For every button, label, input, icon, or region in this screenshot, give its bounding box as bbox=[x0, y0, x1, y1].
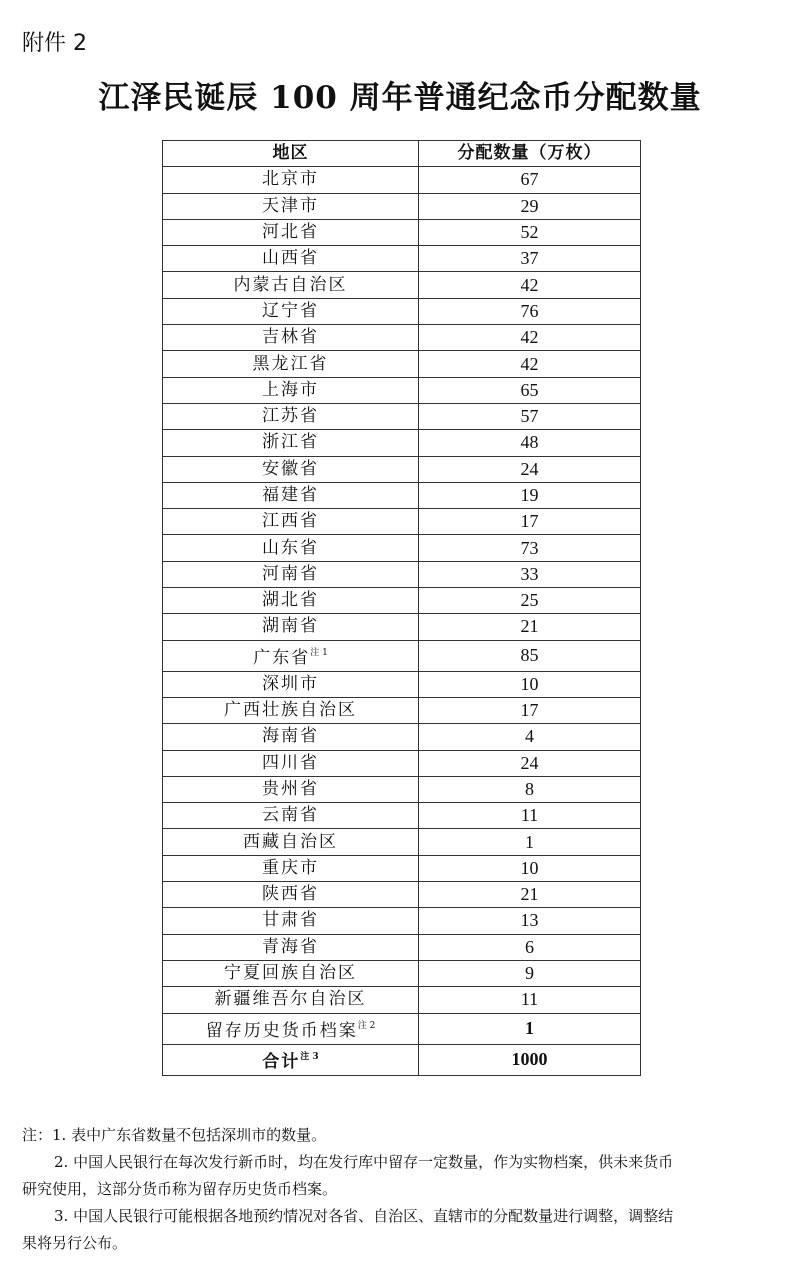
quantity-cell: 8 bbox=[419, 776, 641, 802]
table-row bbox=[163, 934, 641, 960]
quantity-cell: 10 bbox=[419, 671, 641, 697]
region-name: 湖南省 bbox=[262, 616, 319, 637]
region-name: 天津市 bbox=[262, 195, 319, 216]
quantity-cell: 17 bbox=[419, 509, 641, 535]
table-row bbox=[163, 829, 641, 855]
table-row bbox=[163, 588, 641, 614]
region-name: 深圳市 bbox=[262, 673, 319, 694]
table-row bbox=[163, 377, 641, 403]
region-name: 河北省 bbox=[262, 222, 319, 243]
region-name: 福建省 bbox=[262, 485, 319, 505]
region-name: 内蒙古自治区 bbox=[233, 274, 348, 295]
region-cell bbox=[163, 298, 419, 324]
table-row bbox=[163, 697, 641, 723]
quantity-cell: 11 bbox=[419, 803, 641, 829]
table-header-row bbox=[163, 141, 641, 167]
table-row bbox=[163, 535, 641, 561]
table-row bbox=[163, 855, 641, 881]
region-name: 重庆市 bbox=[262, 857, 319, 878]
note-2-line-2: 研究使用，这部分货币称为留存历史货币档案。 bbox=[22, 1180, 338, 1198]
table-row bbox=[163, 960, 641, 986]
region-cell bbox=[163, 882, 419, 908]
quantity-cell: 57 bbox=[419, 403, 641, 429]
quantity-cell: 25 bbox=[419, 588, 641, 614]
region-cell bbox=[163, 193, 419, 219]
quantity-cell: 76 bbox=[419, 298, 641, 324]
notes bbox=[22, 1122, 782, 1257]
quantity-cell: 37 bbox=[419, 246, 641, 272]
region-cell bbox=[163, 960, 419, 986]
footnote-ref: 注 3 bbox=[300, 1051, 319, 1062]
region-name: 浙江省 bbox=[262, 432, 319, 453]
region-name: 留存历史货币档案 bbox=[205, 1020, 358, 1041]
region-cell bbox=[163, 1044, 419, 1075]
region-name: 安徽省 bbox=[262, 458, 319, 479]
quantity-cell: 4 bbox=[419, 724, 641, 750]
region-name: 江苏省 bbox=[262, 406, 319, 427]
quantity-cell: 9 bbox=[419, 960, 641, 986]
region-name: 广西壮族自治区 bbox=[224, 700, 357, 721]
region-cell bbox=[163, 588, 419, 614]
table-row bbox=[163, 776, 641, 802]
quantity-cell: 19 bbox=[419, 482, 641, 508]
allocation-table bbox=[162, 140, 641, 1076]
region-name: 甘肃省 bbox=[262, 910, 319, 931]
quantity-cell: 42 bbox=[419, 272, 641, 298]
region-cell bbox=[163, 640, 419, 671]
region-name: 江西省 bbox=[262, 511, 319, 532]
quantity-cell: 6 bbox=[419, 934, 641, 960]
quantity-cell: 42 bbox=[419, 351, 641, 377]
region-cell bbox=[163, 219, 419, 245]
quantity-cell: 52 bbox=[419, 219, 641, 245]
region-name: 云南省 bbox=[262, 805, 319, 826]
region-cell bbox=[163, 482, 419, 508]
region-cell bbox=[163, 934, 419, 960]
note-3-line-2: 果将另行公布。 bbox=[22, 1234, 128, 1252]
region-name: 黑龙江省 bbox=[252, 353, 329, 374]
region-cell bbox=[163, 561, 419, 587]
region-name: 湖北省 bbox=[262, 590, 319, 611]
region-name: 吉林省 bbox=[262, 327, 319, 348]
header-region: 地区 bbox=[163, 141, 419, 167]
table-row bbox=[163, 987, 641, 1013]
note-3-line-1: 3. 中国人民银行可能根据各地预约情况对各省、自治区、直辖市的分配数量进行调整，调整结 bbox=[54, 1207, 674, 1225]
quantity-cell: 10 bbox=[419, 855, 641, 881]
region-name: 北京市 bbox=[262, 169, 319, 190]
quantity-cell: 11 bbox=[419, 987, 641, 1013]
quantity-cell: 24 bbox=[419, 456, 641, 482]
region-cell bbox=[163, 776, 419, 802]
table-row bbox=[163, 614, 641, 640]
region-cell bbox=[163, 456, 419, 482]
region-cell bbox=[163, 671, 419, 697]
region-cell bbox=[163, 403, 419, 429]
quantity-cell: 1 bbox=[419, 829, 641, 855]
table-row bbox=[163, 403, 641, 429]
region-cell bbox=[163, 351, 419, 377]
table-row bbox=[163, 561, 641, 587]
table-row bbox=[163, 750, 641, 776]
region-name: 山西省 bbox=[262, 248, 319, 269]
table-row bbox=[163, 1044, 641, 1075]
region-cell bbox=[163, 855, 419, 881]
table-row bbox=[163, 482, 641, 508]
table-row bbox=[163, 509, 641, 535]
region-cell bbox=[163, 325, 419, 351]
header-quantity: 分配数量（万枚） bbox=[419, 141, 641, 167]
page-title: 江泽民诞辰 100 周年普通纪念币分配数量 bbox=[98, 80, 702, 116]
table-row bbox=[163, 430, 641, 456]
region-name: 新疆维吾尔自治区 bbox=[214, 989, 367, 1010]
table-row bbox=[163, 882, 641, 908]
region-name: 合计 bbox=[262, 1051, 301, 1072]
quantity-cell: 73 bbox=[419, 535, 641, 561]
table-row bbox=[163, 1013, 641, 1044]
region-cell bbox=[163, 829, 419, 855]
region-name: 四川省 bbox=[262, 752, 319, 773]
table-row bbox=[163, 325, 641, 351]
region-cell bbox=[163, 167, 419, 193]
note-1: 注：1. 表中广东省数量不包括深圳市的数量。 bbox=[22, 1126, 327, 1144]
region-name: 辽宁省 bbox=[262, 300, 319, 321]
note-2-line-1: 2. 中国人民银行在每次发行新币时，均在发行库中留存一定数量，作为实物档案，供未来货币 bbox=[54, 1153, 674, 1171]
region-cell bbox=[163, 1013, 419, 1044]
quantity-cell: 17 bbox=[419, 697, 641, 723]
region-name: 山东省 bbox=[262, 537, 319, 558]
quantity-cell: 1000 bbox=[419, 1044, 641, 1075]
region-name: 西藏自治区 bbox=[243, 831, 338, 852]
attachment-label: 附件 2 bbox=[22, 31, 87, 56]
region-cell bbox=[163, 614, 419, 640]
quantity-cell: 21 bbox=[419, 882, 641, 908]
region-cell bbox=[163, 697, 419, 723]
region-name: 广东省 bbox=[253, 647, 311, 668]
quantity-cell: 85 bbox=[419, 640, 641, 671]
region-cell bbox=[163, 509, 419, 535]
quantity-cell: 48 bbox=[419, 430, 641, 456]
footnote-ref: 注 1 bbox=[310, 647, 328, 658]
region-name: 上海市 bbox=[262, 379, 319, 400]
table-row bbox=[163, 272, 641, 298]
region-cell bbox=[163, 908, 419, 934]
table-row bbox=[163, 219, 641, 245]
region-name: 青海省 bbox=[262, 936, 319, 957]
footnote-ref: 注 2 bbox=[357, 1020, 376, 1031]
quantity-cell: 13 bbox=[419, 908, 641, 934]
table-row bbox=[163, 351, 641, 377]
region-name: 海南省 bbox=[262, 726, 319, 747]
region-cell bbox=[163, 272, 419, 298]
quantity-cell: 29 bbox=[419, 193, 641, 219]
table-row bbox=[163, 456, 641, 482]
region-name: 贵州省 bbox=[262, 778, 319, 799]
table-row bbox=[163, 246, 641, 272]
region-cell bbox=[163, 430, 419, 456]
region-cell bbox=[163, 750, 419, 776]
region-cell bbox=[163, 535, 419, 561]
table-row bbox=[163, 671, 641, 697]
table-row bbox=[163, 298, 641, 324]
region-cell bbox=[163, 246, 419, 272]
quantity-cell: 67 bbox=[419, 167, 641, 193]
table-row bbox=[163, 724, 641, 750]
table-row bbox=[163, 803, 641, 829]
quantity-cell: 21 bbox=[419, 614, 641, 640]
quantity-cell: 42 bbox=[419, 325, 641, 351]
region-cell bbox=[163, 803, 419, 829]
quantity-cell: 1 bbox=[419, 1013, 641, 1044]
table-row bbox=[163, 167, 641, 193]
quantity-cell: 24 bbox=[419, 750, 641, 776]
region-cell bbox=[163, 987, 419, 1013]
quantity-cell: 65 bbox=[419, 377, 641, 403]
region-cell bbox=[163, 724, 419, 750]
table-row bbox=[163, 193, 641, 219]
quantity-cell: 33 bbox=[419, 561, 641, 587]
region-cell bbox=[163, 377, 419, 403]
region-name: 陕西省 bbox=[262, 884, 319, 905]
table-row bbox=[163, 640, 641, 671]
table-row bbox=[163, 908, 641, 934]
region-name: 宁夏回族自治区 bbox=[224, 963, 357, 984]
region-name: 河南省 bbox=[262, 563, 319, 584]
